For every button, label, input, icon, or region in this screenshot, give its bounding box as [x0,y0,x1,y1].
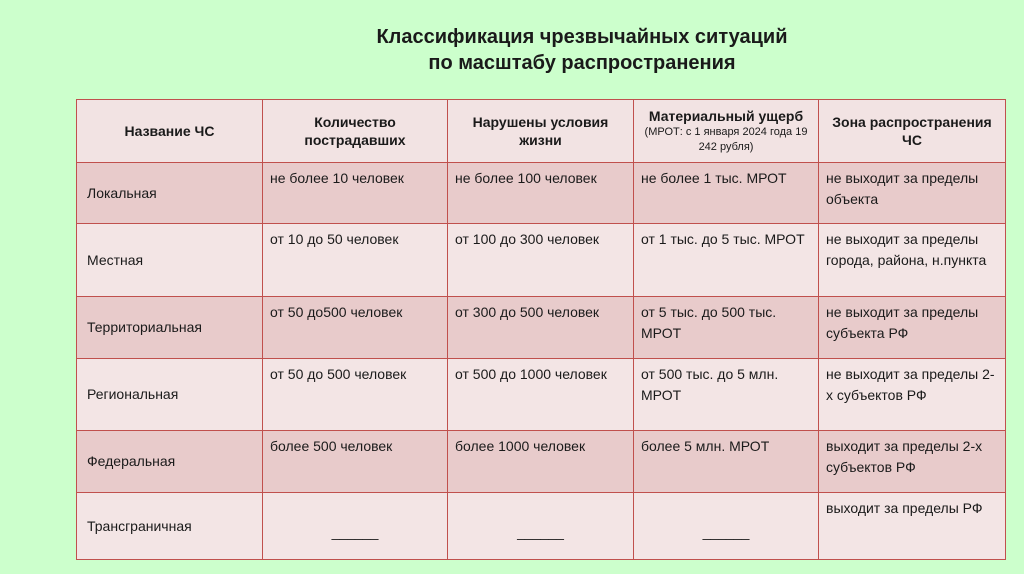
cell-zone: не выходит за пределы субъекта РФ [819,297,1006,359]
cell-victims: от 50 до500 человек [263,297,448,359]
cell-name: Трансграничная [77,493,263,560]
header-living: Нарушены условия жизни [448,100,634,163]
table-row [77,224,1006,297]
title-line-2: по масштабу распространения [428,52,736,74]
cell-living: более 1000 человек [448,431,634,493]
emergency-classification-table [76,99,1006,560]
cell-name: Региональная [77,359,263,431]
table-row [77,431,1006,493]
header-damage-label: Материальный ущерб [648,108,804,124]
cell-zone: не выходит за пределы 2-х субъектов РФ [819,359,1006,431]
cell-name: Территориальная [77,297,263,359]
table-row [77,163,1006,224]
cell-victims: ______ [263,493,448,560]
cell-victims: не более 10 человек [263,163,448,224]
page-title [0,24,1024,76]
table-row [77,493,1006,560]
cell-damage: ______ [634,493,819,560]
cell-living: от 300 до 500 человек [448,297,634,359]
header-victims: Количество пострадавших [263,100,448,163]
table-header-row [77,100,1006,163]
cell-living: от 100 до 300 человек [448,224,634,297]
cell-name: Местная [77,224,263,297]
cell-zone: не выходит за пределы объекта [819,163,1006,224]
cell-zone: выходит за пределы РФ [819,493,1006,560]
cell-living: ______ [448,493,634,560]
cell-damage: не более 1 тыс. МРОТ [634,163,819,224]
cell-damage: от 1 тыс. до 5 тыс. МРОТ [634,224,819,297]
title-line-1: Классификация чрезвычайных ситуаций [376,26,788,48]
header-damage-note: (МРОТ: с 1 января 2024 года 19 242 рубля) [644,126,808,153]
cell-victims: более 500 человек [263,431,448,493]
cell-zone: не выходит за пределы города, района, н.пункта [819,224,1006,297]
header-zone: Зона распространения ЧС [819,100,1006,163]
cell-living: не более 100 человек [448,163,634,224]
cell-victims: от 10 до 50 человек [263,224,448,297]
cell-name: Локальная [77,163,263,224]
cell-name: Федеральная [77,431,263,493]
table-row [77,359,1006,431]
cell-victims: от 50 до 500 человек [263,359,448,431]
cell-damage: более 5 млн. МРОТ [634,431,819,493]
table-row [77,297,1006,359]
cell-damage: от 500 тыс. до 5 млн. МРОТ [634,359,819,431]
cell-zone: выходит за пределы 2-х субъектов РФ [819,431,1006,493]
header-damage [634,100,819,163]
cell-living: от 500 до 1000 человек [448,359,634,431]
header-name: Название ЧС [77,100,263,163]
cell-damage: от 5 тыс. до 500 тыс. МРОТ [634,297,819,359]
